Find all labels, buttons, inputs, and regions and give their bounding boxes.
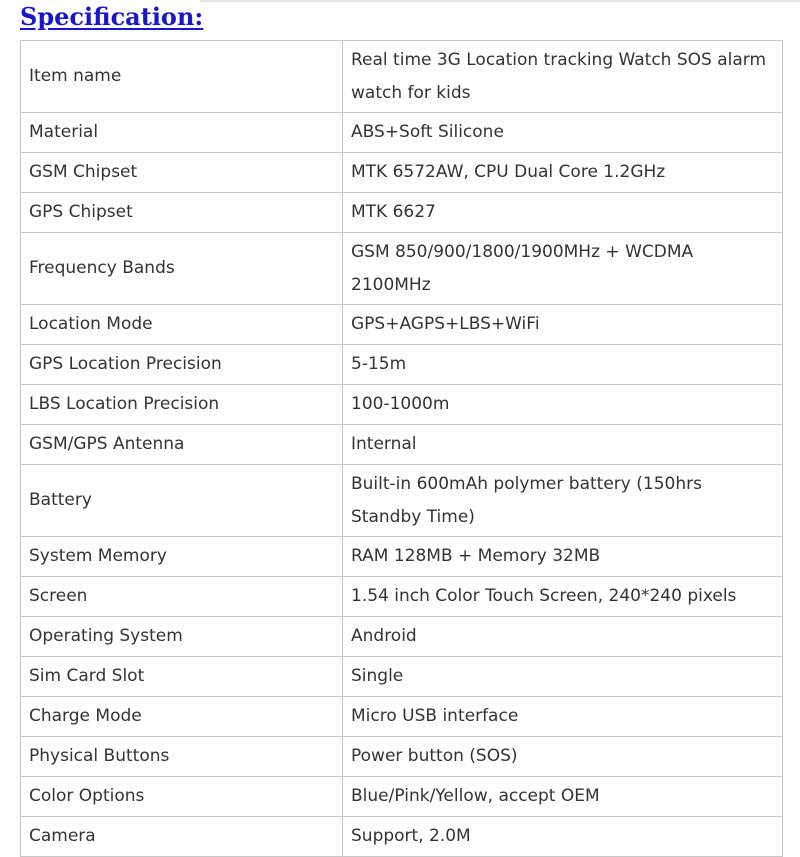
spec-name: GSM/GPS Antenna: [21, 425, 343, 465]
spec-name: Color Options: [21, 777, 343, 817]
spec-value: GPS+AGPS+LBS+WiFi: [343, 305, 783, 345]
spec-value: 5-15m: [343, 345, 783, 385]
top-divider: [200, 0, 800, 2]
table-row: [21, 577, 783, 617]
spec-value: Power button (SOS): [343, 737, 783, 777]
spec-value: Single: [343, 657, 783, 697]
spec-value: GSM 850/900/1800/1900MHz + WCDMA 2100MHz: [343, 233, 783, 305]
table-row: [21, 153, 783, 193]
table-row: [21, 657, 783, 697]
spec-value: Micro USB interface: [343, 697, 783, 737]
spec-name: Screen: [21, 577, 343, 617]
spec-value: MTK 6572AW, CPU Dual Core 1.2GHz: [343, 153, 783, 193]
spec-table: [20, 40, 783, 857]
spec-name: System Memory: [21, 537, 343, 577]
table-row: [21, 305, 783, 345]
table-row: [21, 385, 783, 425]
spec-name: Operating System: [21, 617, 343, 657]
table-row: [21, 41, 783, 113]
spec-name: LBS Location Precision: [21, 385, 343, 425]
spec-name: Charge Mode: [21, 697, 343, 737]
spec-value: RAM 128MB + Memory 32MB: [343, 537, 783, 577]
spec-value: MTK 6627: [343, 193, 783, 233]
spec-value: Real time 3G Location tracking Watch SOS alarm watch for kids: [343, 41, 783, 113]
table-row: [21, 617, 783, 657]
spec-value: Android: [343, 617, 783, 657]
spec-value: 1.54 inch Color Touch Screen, 240*240 pixels: [343, 577, 783, 617]
table-row: [21, 465, 783, 537]
spec-value: Internal: [343, 425, 783, 465]
spec-name: Material: [21, 113, 343, 153]
spec-name: Item name: [21, 41, 343, 113]
spec-name: Battery: [21, 465, 343, 537]
table-row: [21, 817, 783, 857]
spec-name: Camera: [21, 817, 343, 857]
spec-value: Built-in 600mAh polymer battery (150hrs Standby Time): [343, 465, 783, 537]
spec-value: ABS+Soft Silicone: [343, 113, 783, 153]
spec-value: Support, 2.0M: [343, 817, 783, 857]
table-row: [21, 537, 783, 577]
spec-name: Location Mode: [21, 305, 343, 345]
spec-value: 100-1000m: [343, 385, 783, 425]
spec-name: GPS Chipset: [21, 193, 343, 233]
table-row: [21, 737, 783, 777]
spec-name: Sim Card Slot: [21, 657, 343, 697]
table-row: [21, 113, 783, 153]
table-row: [21, 345, 783, 385]
spec-name: Frequency Bands: [21, 233, 343, 305]
table-row: [21, 193, 783, 233]
table-row: [21, 777, 783, 817]
table-row: [21, 697, 783, 737]
spec-name: GPS Location Precision: [21, 345, 343, 385]
table-row: [21, 425, 783, 465]
spec-value: Blue/Pink/Yellow, accept OEM: [343, 777, 783, 817]
page-title: Specification:: [20, 2, 204, 31]
table-row: [21, 233, 783, 305]
spec-name: Physical Buttons: [21, 737, 343, 777]
spec-name: GSM Chipset: [21, 153, 343, 193]
